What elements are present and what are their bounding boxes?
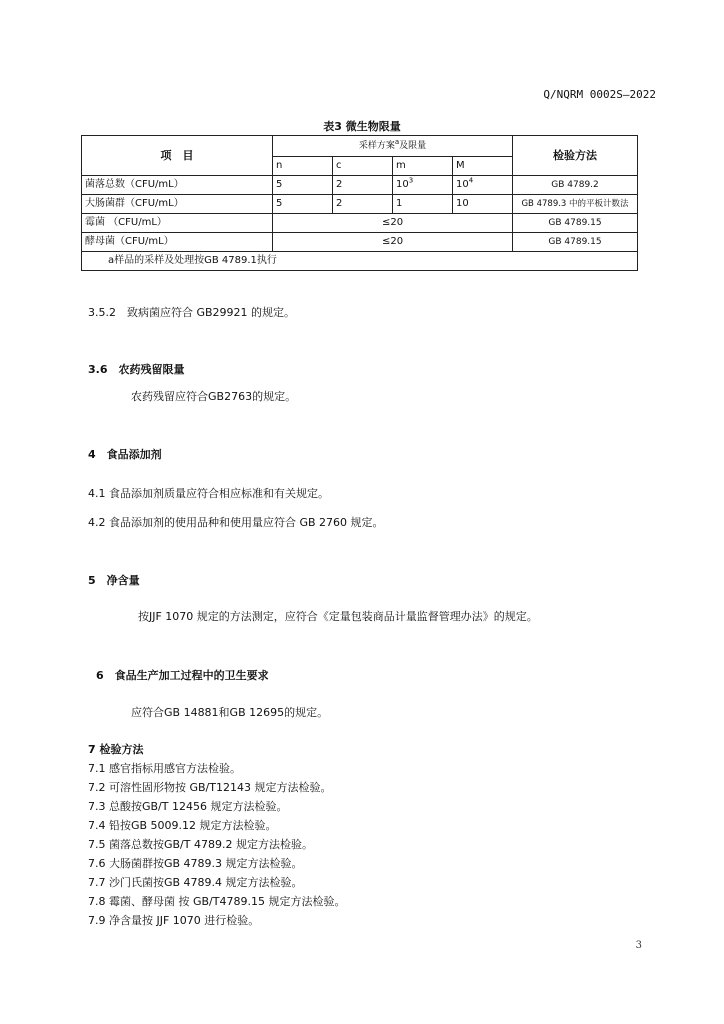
- list-item: 7.4 铅按GB 5009.12 规定方法检验。: [88, 819, 277, 832]
- list-item: 7.3 总酸按GB/T 12456 规定方法检验。: [88, 800, 288, 813]
- list-item: 7.9 净含量按 JJF 1070 进行检验。: [88, 914, 260, 927]
- list-item: 7.2 可溶性固形物按 GB/T12143 规定方法检验。: [88, 781, 332, 794]
- table-row: [82, 176, 638, 195]
- table-row: [82, 214, 638, 233]
- cell-m: $10^3$: [393, 176, 453, 195]
- clause-4-1: 4.1 食品添加剂质量应符合相应标准和有关规定。: [88, 487, 329, 500]
- cell-item: 酵母菌（CFU/mL）: [82, 233, 273, 252]
- cell-n: 5: [273, 176, 333, 195]
- cell-method: GB 4789.15: [513, 233, 638, 252]
- cell-M: 10: [453, 195, 513, 214]
- cell-c: 2: [333, 176, 393, 195]
- cell-limit: ≤20: [273, 214, 513, 233]
- page-number: 3: [635, 940, 642, 951]
- cell-c: 2: [333, 195, 393, 214]
- table-note: a样品的采样及处理按GB 4789.1执行: [82, 252, 638, 271]
- cell-method: GB 4789.2: [513, 176, 638, 195]
- cell-method: GB 4789.15: [513, 214, 638, 233]
- clause-5-body: 按JJF 1070 规定的方法测定，应符合《定量包装商品计量监督管理办法》的规定。: [138, 610, 538, 623]
- table-note-row: [82, 252, 638, 271]
- clause-3-6-body: 农药残留应符合GB2763的规定。: [131, 390, 297, 403]
- heading-4: 4 食品添加剂: [88, 448, 162, 461]
- list-item: 7.5 菌落总数按GB/T 4789.2 规定方法检验。: [88, 838, 313, 851]
- subheader-c: c: [333, 157, 393, 176]
- cell-item: 霉菌 （CFU/mL）: [82, 214, 273, 233]
- list-item: 7.8 霉菌、酵母菌 按 GB/T4789.15 规定方法检验。: [88, 895, 346, 908]
- subheader-M: M: [453, 157, 513, 176]
- header-method: 检验方法: [513, 136, 638, 176]
- cell-m: 1: [393, 195, 453, 214]
- list-item: 7.1 感官指标用感官方法检验。: [88, 762, 241, 775]
- cell-M: $10^4$: [453, 176, 513, 195]
- list-item: 7.7 沙门氏菌按GB 4789.4 规定方法检验。: [88, 876, 303, 889]
- document-code: Q/NQRM 0002S—2022: [543, 88, 656, 101]
- subheader-n: n: [273, 157, 333, 176]
- heading-3-6: 3.6 农药残留限量: [88, 363, 185, 376]
- header-item: 项 目: [82, 136, 273, 176]
- table-caption: 表3 微生物限量: [323, 120, 401, 133]
- microbial-limits-table: [81, 135, 638, 271]
- cell-item: 大肠菌群（CFU/mL）: [82, 195, 273, 214]
- cell-n: 5: [273, 195, 333, 214]
- cell-item: 菌落总数（CFU/mL）: [82, 176, 273, 195]
- clause-3-5-2: 3.5.2 致病菌应符合 GB29921 的规定。: [88, 306, 296, 319]
- heading-7: 7 检验方法: [88, 743, 144, 756]
- heading-5: 5 净含量: [88, 574, 140, 587]
- cell-limit: ≤20: [273, 233, 513, 252]
- clause-4-2: 4.2 食品添加剂的使用品种和使用量应符合 GB 2760 规定。: [88, 516, 384, 529]
- table-header-row: [82, 136, 638, 157]
- cell-method: GB 4789.3 中的平板计数法: [513, 195, 638, 214]
- subheader-m: m: [393, 157, 453, 176]
- clause-6-body: 应符合GB 14881和GB 12695的规定。: [131, 706, 329, 719]
- table-row: [82, 233, 638, 252]
- heading-6: 6 食品生产加工过程中的卫生要求: [96, 669, 269, 682]
- list-item: 7.6 大肠菌群按GB 4789.3 规定方法检验。: [88, 857, 303, 870]
- header-sampling-plan: 采样方案$^a$及限量: [273, 136, 513, 157]
- table-row: [82, 195, 638, 214]
